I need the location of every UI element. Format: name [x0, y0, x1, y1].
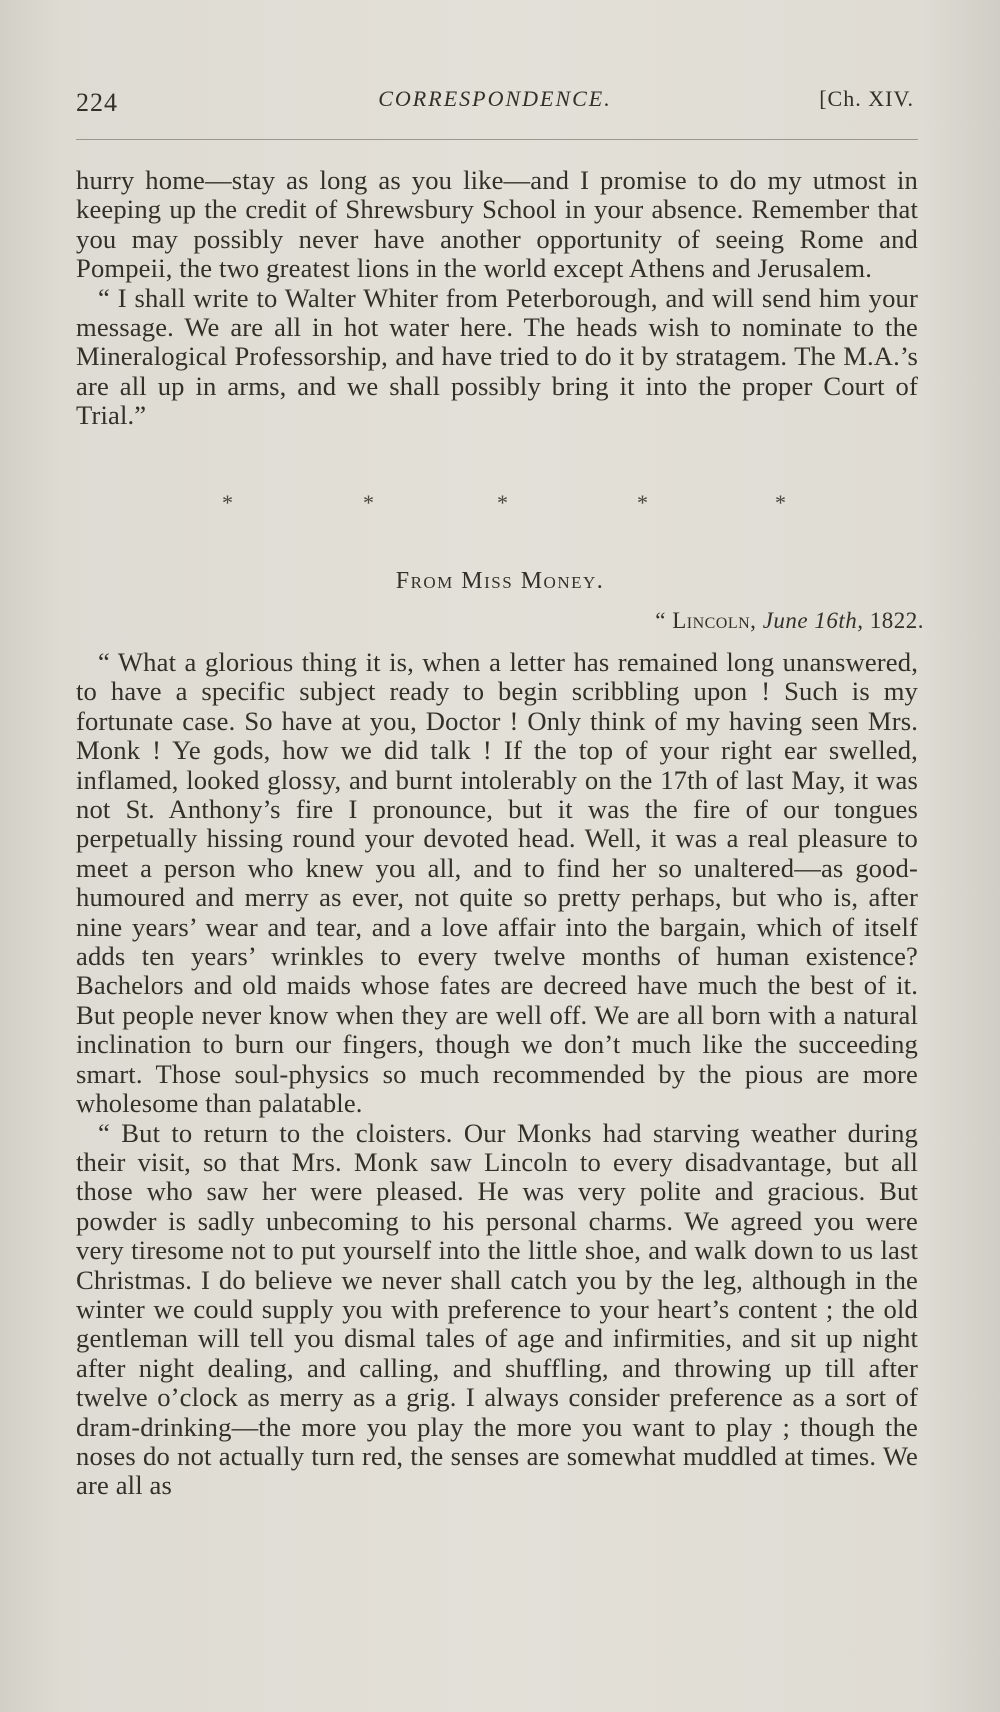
- separator-star: *: [497, 490, 508, 515]
- letter-heading: From Miss Money.: [395, 568, 605, 594]
- header-rule: [76, 139, 918, 140]
- separator-star: *: [222, 490, 233, 515]
- dateline-place: “ Lincoln,: [655, 608, 757, 633]
- separator-star: *: [363, 490, 374, 515]
- letter-body: [76, 648, 918, 1501]
- running-title: CORRESPONDENCE.: [378, 86, 612, 111]
- paragraph: “ What a glorious thing it is, when a letter has remained long unanswered, to have a specific subject ready to begin scribbling upon ! Such is my fortunate case. So have at you, Doctor ! Only think of my having seen Mrs. Monk ! Ye gods, how we did talk ! If the top of your right ear swelled, inflamed, looked glossy, and burnt intolerably on the 17th of last May, it was not St. Anthony’s fire I pronounce, but it was the fire of our tongues perpetually hissing round your devoted head. Well, it was a real pleasure to meet a person who knew you all, and to find her so unaltered—as good-humoured and merry as ever, not quite so pretty perhaps, but who is, after nine years’ wear and tear, and a love affair into the bargain, which of itself adds ten years’ wrinkles to every twelve months of human existence? Bachelors and old maids whose fates are decreed have much the best of it. But people never know when they are well off. We are all born with a natural inclination to burn our fingers, though we don’t much like the succeeding smart. Those soul-physics so much recommended by the pious are more wholesome than palatable.: [76, 647, 918, 1119]
- continued-letter-text: [76, 166, 918, 431]
- dateline-year: 1822.: [869, 608, 924, 633]
- separator-star: *: [775, 490, 786, 515]
- separator-star: *: [637, 490, 648, 515]
- section-separator: [0, 490, 1000, 520]
- chapter-reference: [Ch. XIV.: [819, 86, 914, 111]
- dateline-date: June 16th,: [762, 608, 864, 633]
- paragraph: hurry home—stay as long as you like—and I promise to do my utmost in keeping up the credit of Shrewsbury School in your absence. Remember that you may possibly never have another opportunity of seeing Rome and Pompeii, the two greatest lions in the world except Athens and Jerusalem.: [76, 165, 918, 284]
- letter-dateline: [655, 608, 924, 634]
- running-head: [76, 84, 914, 124]
- paragraph: “ I shall write to Walter Whiter from Peterborough, and will send him your message. We are all in hot water here. The heads wish to nominate to the Mineralogical Professorship, and have tried to do it by stratagem. The M.A.’s are all up in arms, and we shall possibly bring it into the proper Court of Trial.”: [76, 282, 918, 431]
- paragraph: “ But to return to the cloisters. Our Monks had starving weather during their visit, so that Mrs. Monk saw Lincoln to every disadvantage, but all those who saw her were pleased. He was very polite and gracious. But powder is sadly unbecoming to his personal charms. We agreed you were very tiresome not to put yourself into the little shoe, and walk down to us last Christmas. I do believe we never shall catch you by the leg, although in the winter we could supply you with preference to your heart’s content ; the old gentleman will tell you dismal tales of age and infirmities, and sit up night after night dealing, and calling, and shuffling, and throwing up till after twelve o’clock as merry as a grig. I always consider preference as a sort of dram-drinking—the more you play the more you want to play ; though the noses do not actually turn red, the senses are somewhat muddled at times. We are all as: [76, 1117, 918, 1501]
- page-number: 224: [76, 88, 118, 117]
